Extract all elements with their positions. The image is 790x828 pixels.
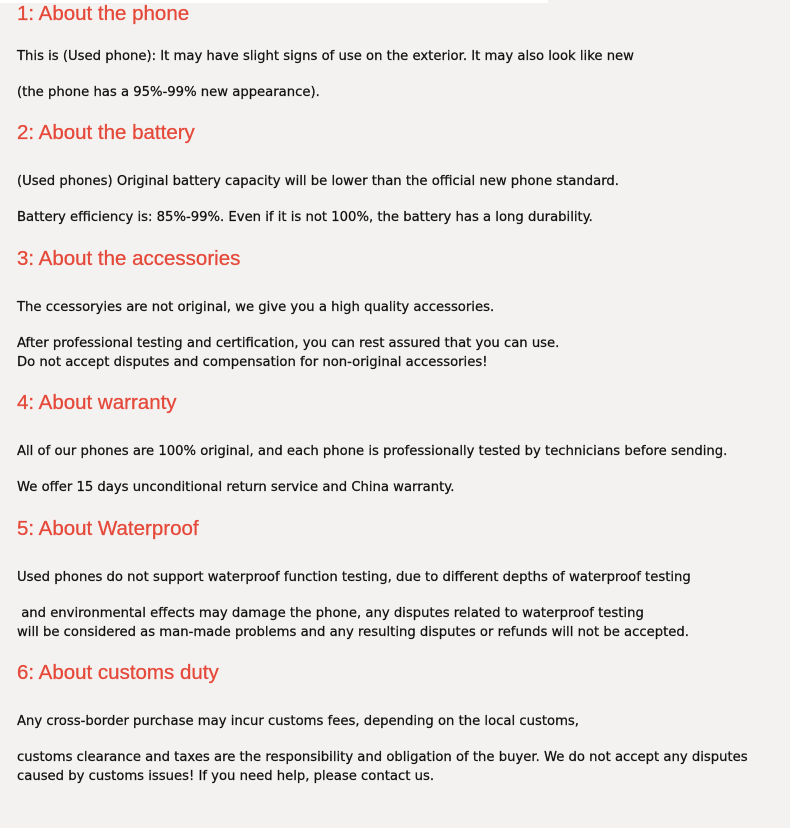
section-heading-phone: 1: About the phone [17, 2, 190, 25]
section-text-line: This is (Used phone): It may have slight signs of use on the exterior. It may also look like new [17, 49, 634, 64]
section-text-line: (Used phones) Original battery capacity will be lower than the official new phone standard. [17, 174, 619, 189]
section-text-line: Battery efficiency is: 85%-99%. Even if it is not 100%, the battery has a long durability. [17, 210, 593, 225]
section-text-line: Do not accept disputes and compensation for non-original accessories! [17, 355, 488, 370]
section-text-line: Used phones do not support waterproof function testing, due to different depths of waterproof testing [17, 570, 691, 585]
section-text-line: After professional testing and certification, you can rest assured that you can use. [17, 336, 560, 351]
section-text-line: customs clearance and taxes are the responsibility and obligation of the buyer. We do not accept any disputes [17, 750, 748, 765]
section-text-line: and environmental effects may damage the phone, any disputes related to waterproof testing [17, 606, 644, 621]
section-heading-warranty: 4: About warranty [17, 391, 177, 414]
section-text-line: The ccessoryies are not original, we give you a high quality accessories. [17, 300, 495, 315]
section-heading-battery: 2: About the battery [17, 121, 195, 144]
section-text-line: (the phone has a 95%-99% new appearance). [17, 85, 320, 100]
section-heading-customs: 6: About customs duty [17, 661, 219, 684]
section-text-line: will be considered as man-made problems and any resulting disputes or refunds will not be accepted. [17, 625, 689, 640]
section-heading-accessories: 3: About the accessories [17, 247, 241, 270]
section-text-line: All of our phones are 100% original, and each phone is professionally tested by technicians before sending. [17, 444, 728, 459]
section-heading-waterproof: 5: About Waterproof [17, 517, 199, 540]
section-text-line: Any cross-border purchase may incur customs fees, depending on the local customs, [17, 714, 579, 729]
section-text-line: caused by customs issues! If you need help, please contact us. [17, 769, 435, 784]
section-text-line: We offer 15 days unconditional return service and China warranty. [17, 480, 455, 495]
